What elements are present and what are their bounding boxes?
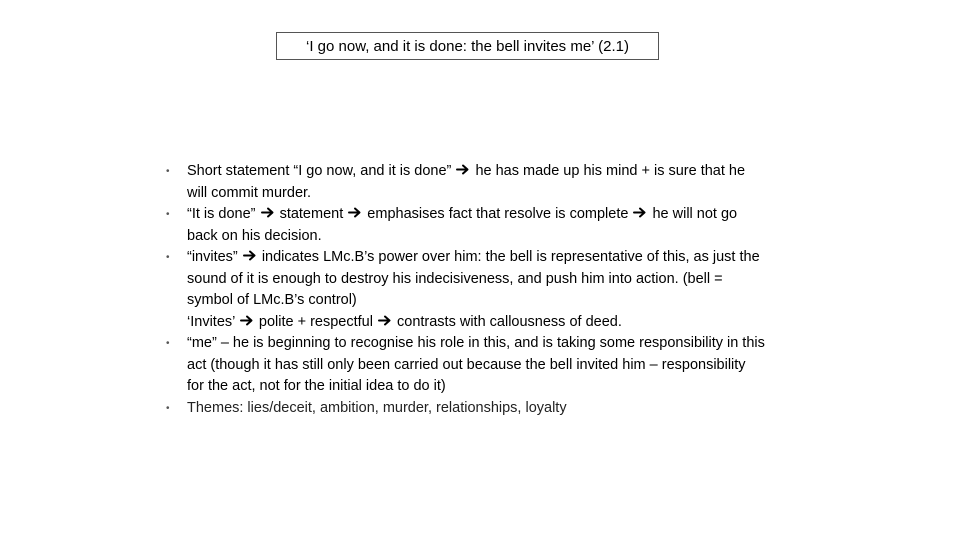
right-arrow-icon (242, 249, 258, 262)
slide-title-box (276, 32, 659, 60)
bullet-list (166, 161, 766, 419)
right-arrow-icon (377, 314, 393, 327)
bullet-item-1: • Short statement “I go now, and it is done” he has made up his mind + is sure that he will commit murder. (166, 163, 746, 201)
bullet-item-2: • “It is done” statement emphasises fact that resolve is complete he will not go back on his decision. (166, 206, 738, 244)
bullet-dot: • (166, 209, 170, 220)
right-arrow-icon (455, 163, 471, 176)
right-arrow-icon (632, 206, 648, 219)
right-arrow-icon (239, 314, 255, 327)
right-arrow-icon (260, 206, 276, 219)
bullet-item-4: • “me” – he is beginning to recognise his role in this, and is taking some responsibility in this act (though it has still only been carried out because the bell invited him – responsibility for the act, not for the initial idea to do it) (166, 335, 765, 394)
bullet-dot: • (166, 402, 170, 414)
bullet-item-3: • “invites” indicates LMc.B’s power over him: the bell is representative of this, as just the sound of it is enough to destroy his indecisiveness, and push him into action. (bell = symbol of LMc.B’s control) ‘Invites’ polite + respectful contrasts with callousness of deed. (166, 249, 760, 330)
right-arrow-icon (347, 206, 363, 219)
bullet-item-themes: • Themes: lies/deceit, ambition, murder, relationships, loyalty (166, 398, 766, 420)
slide-title: ‘I go now, and it is done: the bell invites me’ (2.1) (306, 37, 629, 55)
bullet-dot: • (166, 338, 170, 349)
bullet-dot: • (166, 166, 170, 177)
bullet-dot: • (166, 252, 170, 263)
